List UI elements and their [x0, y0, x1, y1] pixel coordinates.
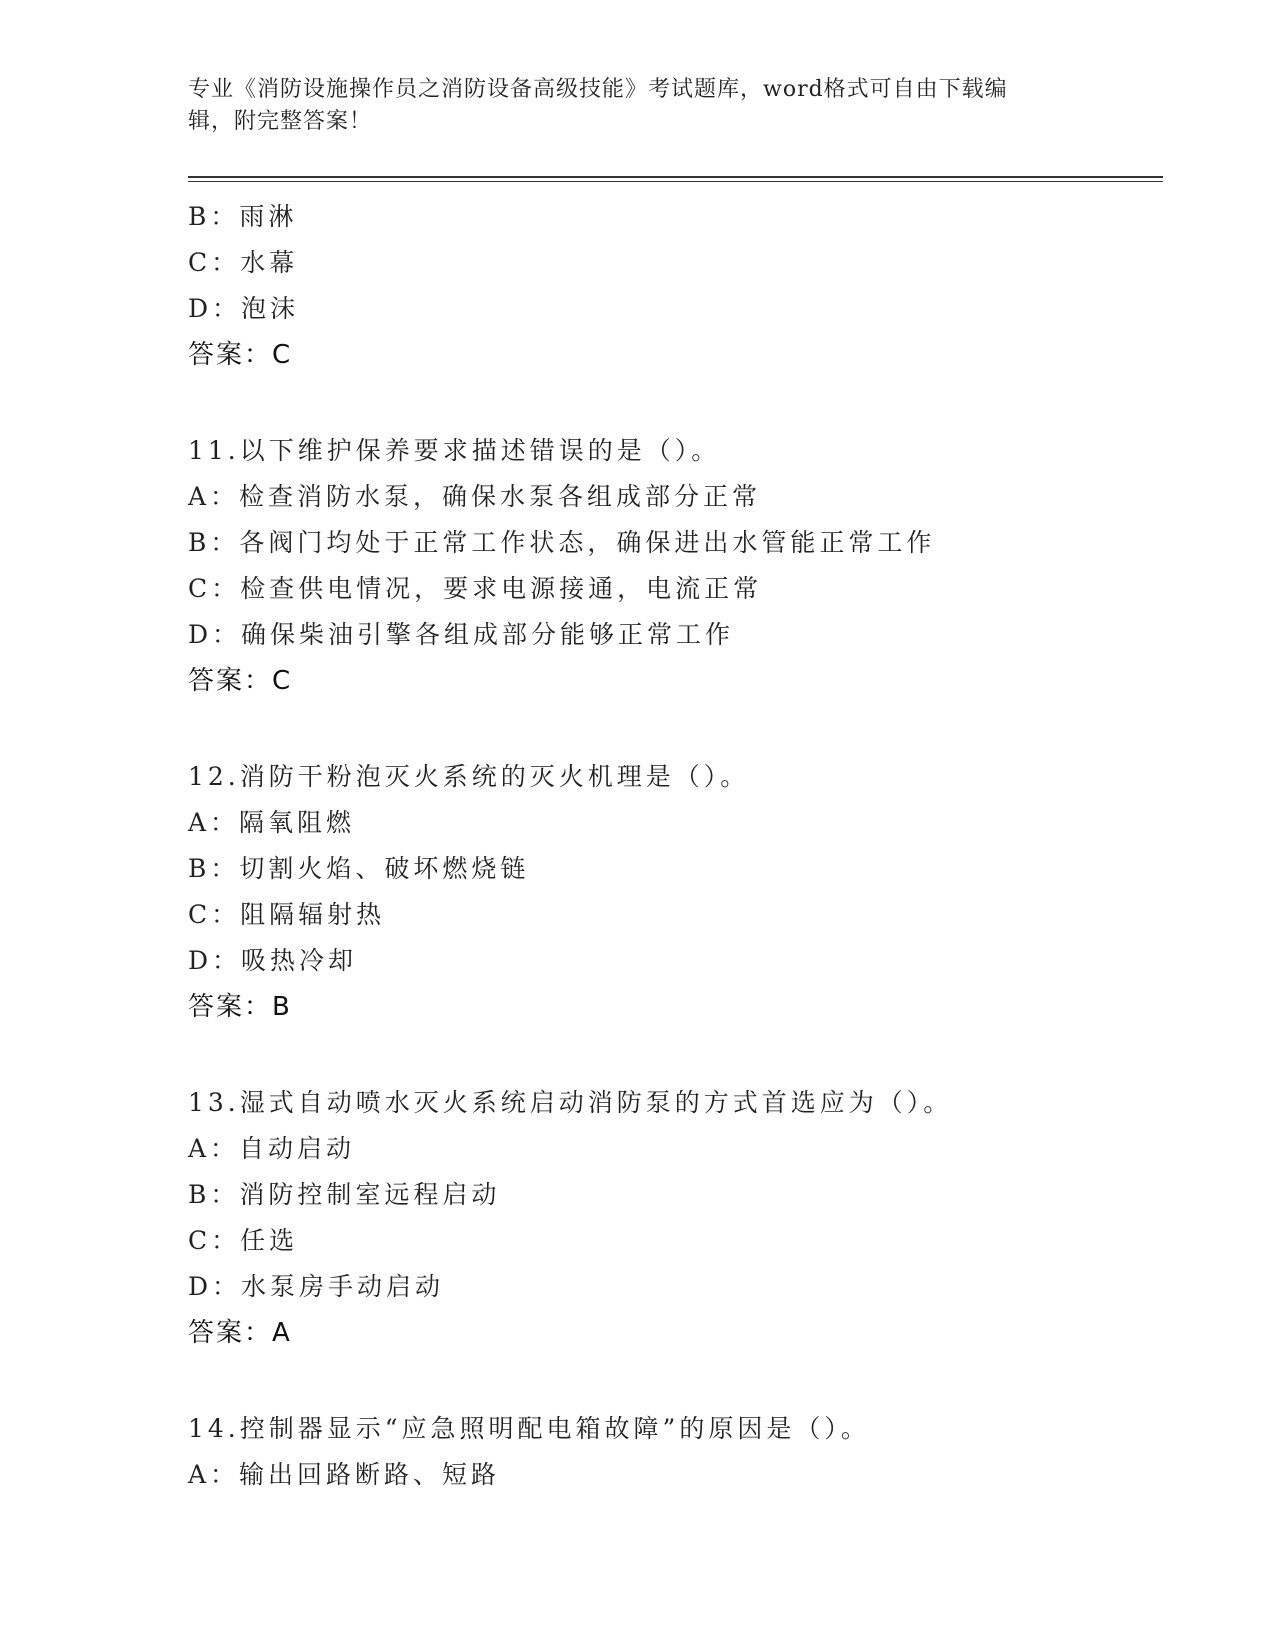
option-b: B：雨淋: [188, 202, 298, 231]
option-d: D：吸热冷却: [188, 946, 358, 975]
question-11: [188, 428, 1163, 704]
answer-line: 答案：C: [188, 340, 293, 370]
option-b: B：各阀门均处于正常工作状态，确保进出水管能正常工作: [188, 528, 936, 557]
spacer: [188, 704, 1163, 754]
answer-line: 答案：C: [188, 666, 293, 696]
header-line-1: 专业《消防设施操作员之消防设备高级技能》考试题库，word格式可自由下载编: [188, 77, 1008, 102]
question-list: [188, 194, 1163, 1498]
question-14: [188, 1406, 1163, 1498]
document-header: [188, 74, 1078, 138]
header-line-2: 辑，附完整答案！: [188, 109, 373, 134]
option-a: A：隔氧阻燃: [188, 808, 356, 837]
option-a: A：输出回路断路、短路: [188, 1460, 501, 1489]
spacer: [188, 378, 1163, 428]
option-c: C：水幕: [188, 248, 299, 277]
answer-line: 答案：A: [188, 1318, 292, 1348]
option-d: D：确保柴油引擎各组成部分能够正常工作: [188, 620, 735, 649]
spacer: [188, 1356, 1163, 1406]
question-13: [188, 1080, 1163, 1356]
question-12: [188, 754, 1163, 1030]
question-stem: 14.控制器显示“应急照明配电箱故障”的原因是（）。: [188, 1414, 870, 1443]
spacer: [188, 1030, 1163, 1080]
option-c: C：检查供电情况，要求电源接通，电流正常: [188, 574, 763, 603]
header-divider: [188, 176, 1163, 182]
question-stem: 11.以下维护保养要求描述错误的是（）。: [188, 436, 721, 465]
answer-line: 答案：B: [188, 992, 292, 1022]
option-a: A：检查消防水泵，确保水泵各组成部分正常: [188, 482, 762, 511]
option-b: B：切割火焰、破坏燃烧链: [188, 854, 530, 883]
question-stem: 12.消防干粉泡灭火系统的灭火机理是（）。: [188, 762, 750, 791]
option-d: D：泡沫: [188, 294, 300, 323]
question-stem: 13.湿式自动喷水灭火系统启动消防泵的方式首选应为（）。: [188, 1088, 953, 1117]
question-10-partial: [188, 194, 1163, 378]
option-d: D：水泵房手动启动: [188, 1272, 445, 1301]
option-a: A：自动启动: [188, 1134, 356, 1163]
option-c: C：任选: [188, 1226, 299, 1255]
option-c: C：阻隔辐射热: [188, 900, 386, 929]
option-b: B：消防控制室远程启动: [188, 1180, 501, 1209]
